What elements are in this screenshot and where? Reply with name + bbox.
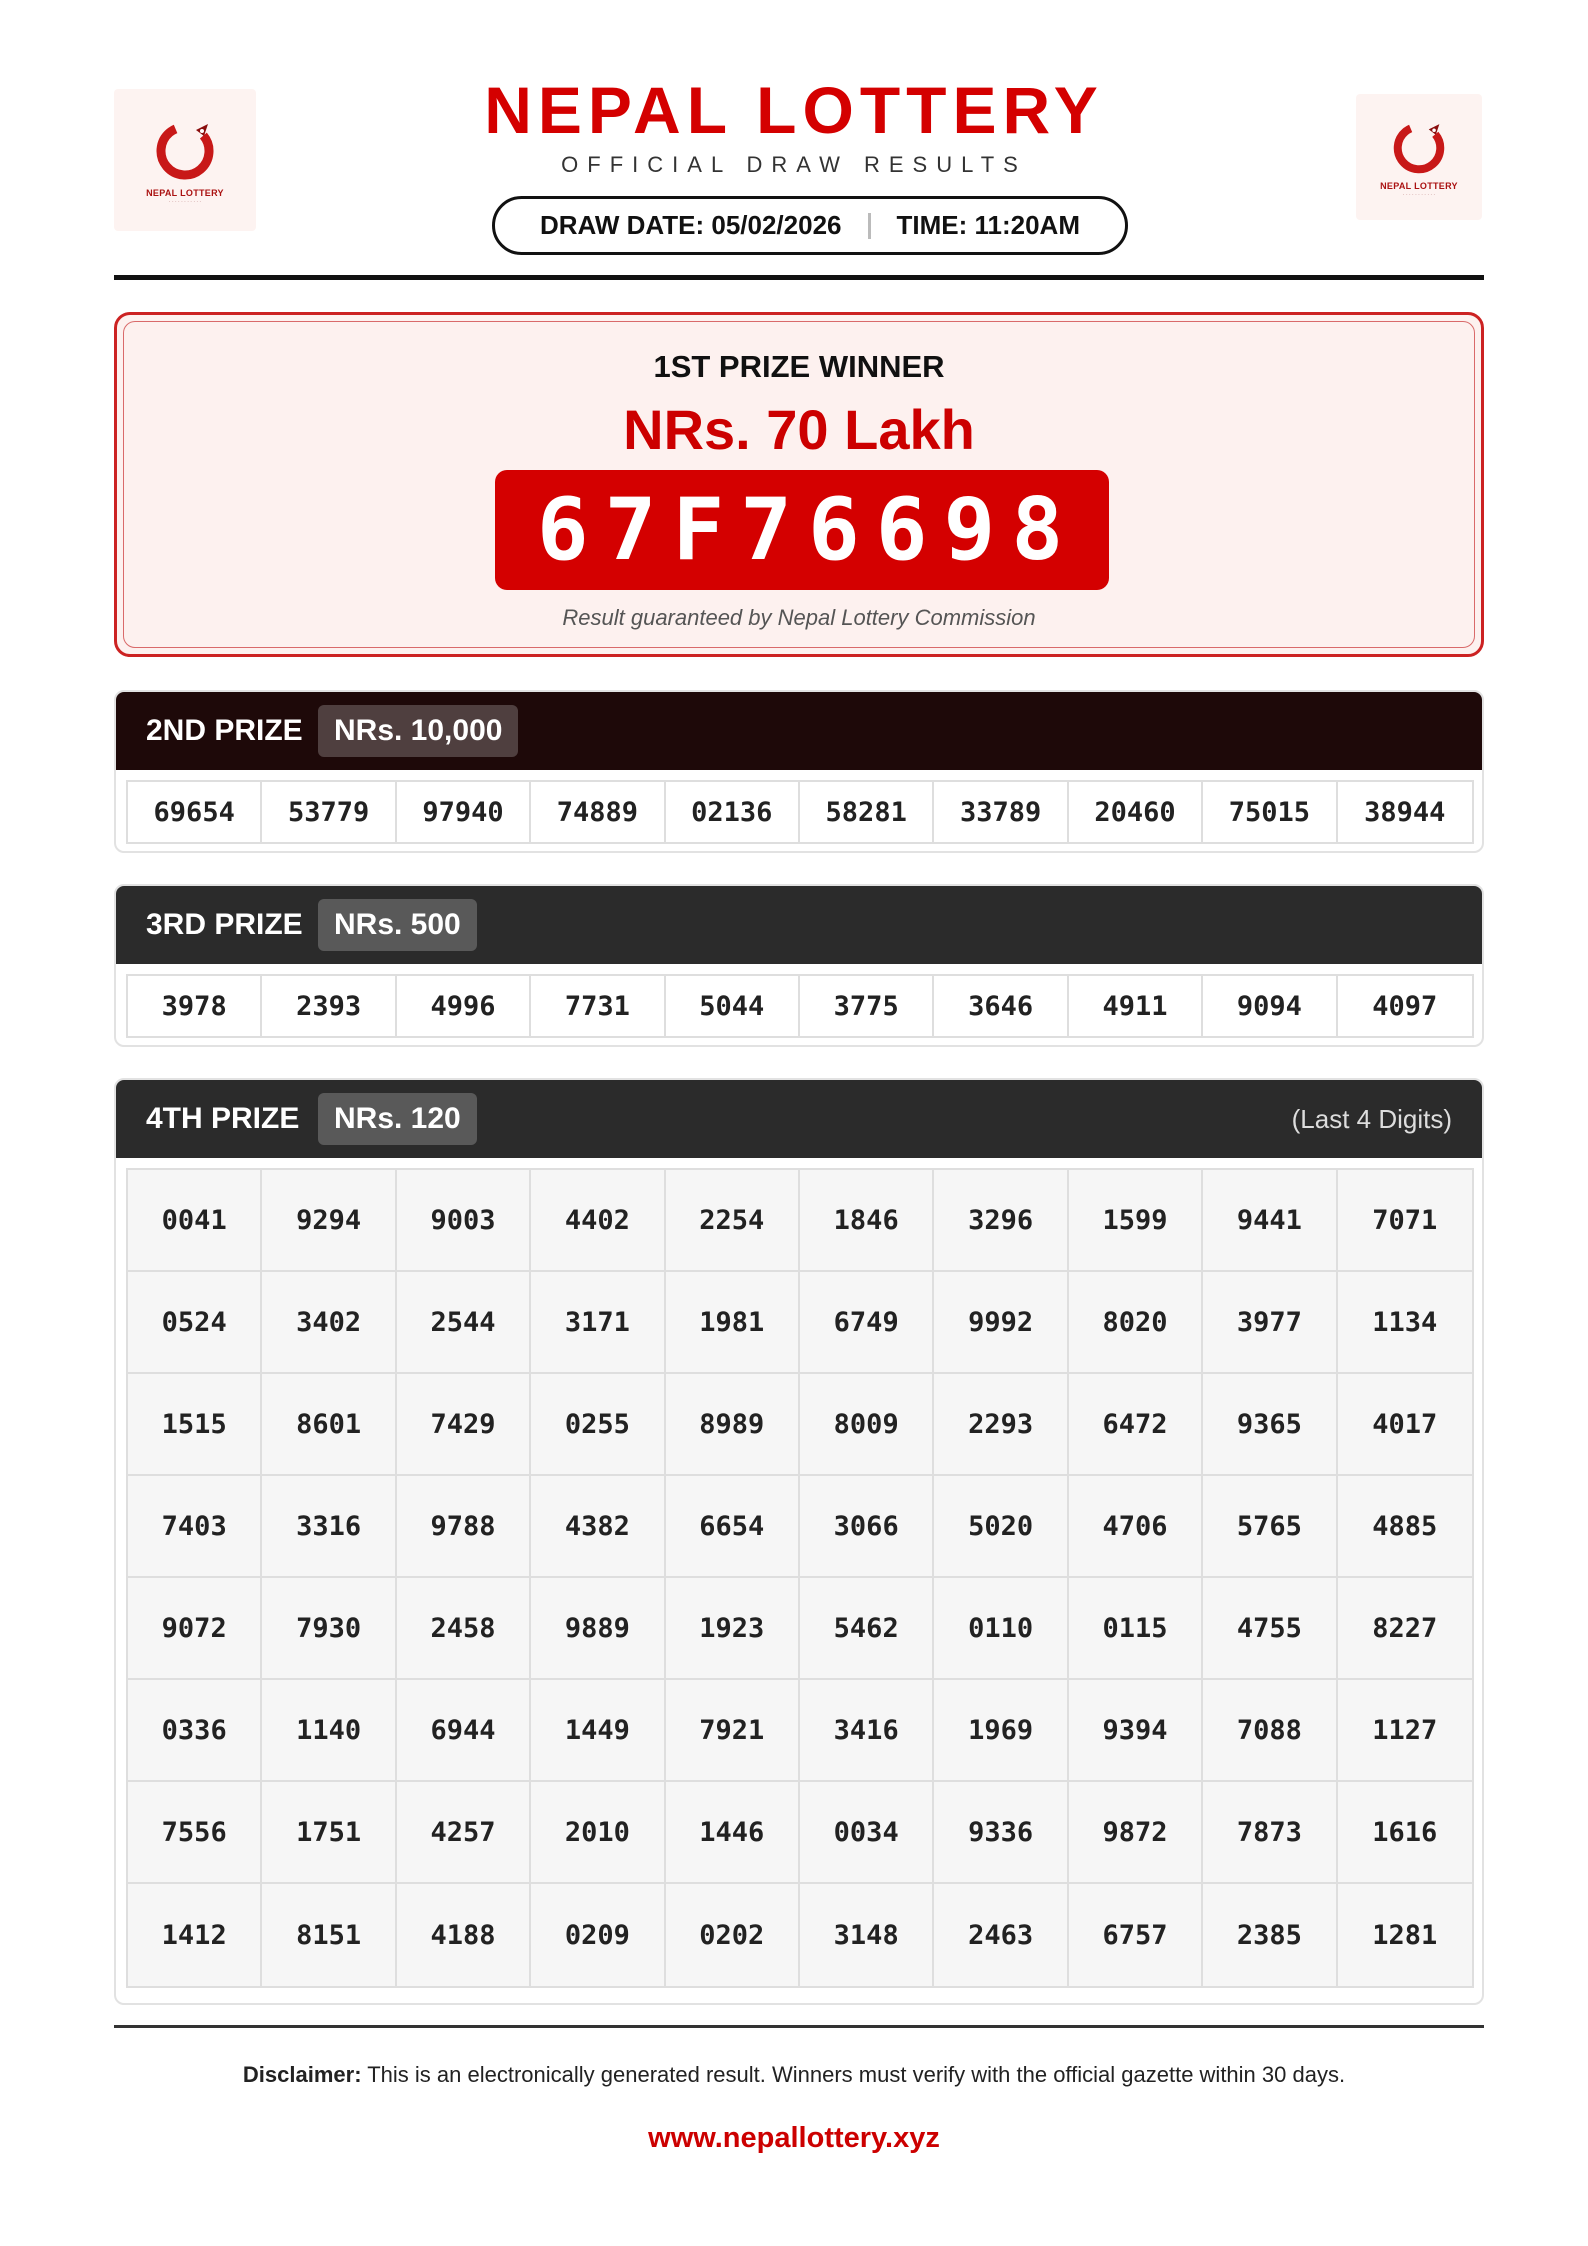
ticket-number: 5020 (934, 1476, 1068, 1578)
ticket-number: 8989 (666, 1374, 800, 1476)
ticket-number: 4382 (531, 1476, 665, 1578)
ticket-number: 3416 (800, 1680, 934, 1782)
draw-time: TIME: 11:20AM (896, 210, 1080, 240)
ticket-number: 0255 (531, 1374, 665, 1476)
first-prize-label: 1ST PRIZE WINNER (653, 349, 945, 384)
ticket-number: 5044 (666, 976, 800, 1036)
ticket-number: 2393 (262, 976, 396, 1036)
ticket-number: 33789 (934, 782, 1068, 842)
ticket-number: 0041 (128, 1170, 262, 1272)
ticket-number: 9294 (262, 1170, 396, 1272)
draw-info-pill (492, 196, 1128, 255)
ticket-number: 3977 (1203, 1272, 1337, 1374)
page-subtitle: OFFICIAL DRAW RESULTS (561, 152, 1027, 177)
ticket-number: 0034 (800, 1782, 934, 1884)
header-divider (114, 275, 1484, 280)
ticket-number: 2463 (934, 1884, 1068, 1986)
ticket-number: 1751 (262, 1782, 396, 1884)
ticket-number: 6749 (800, 1272, 934, 1374)
ticket-number: 74889 (531, 782, 665, 842)
logo-subtext: · · · · · · · · · · · (1402, 191, 1436, 198)
ticket-number: 4097 (1338, 976, 1472, 1036)
ticket-number: 8601 (262, 1374, 396, 1476)
third-prize-amount: NRs. 500 (318, 899, 477, 951)
ticket-number: 9788 (397, 1476, 531, 1578)
ticket-number: 4911 (1069, 976, 1203, 1036)
ticket-number: 9365 (1203, 1374, 1337, 1476)
ticket-number: 53779 (262, 782, 396, 842)
footer-divider (114, 2025, 1484, 2028)
ticket-number: 4257 (397, 1782, 531, 1884)
draw-date: DRAW DATE: 05/02/2026 (539, 210, 842, 240)
ticket-number: 0336 (128, 1680, 262, 1782)
ticket-number: 5462 (800, 1578, 934, 1680)
ticket-number: 4755 (1203, 1578, 1337, 1680)
first-prize-note: Result guaranteed by Nepal Lottery Commission (562, 605, 1036, 630)
ticket-number: 38944 (1338, 782, 1472, 842)
ticket-number: 8151 (262, 1884, 396, 1986)
ticket-number: 58281 (800, 782, 934, 842)
first-prize-amount: NRs. 70 Lakh (623, 398, 975, 461)
ticket-number: 0110 (934, 1578, 1068, 1680)
first-prize-card (114, 312, 1484, 657)
ticket-number: 6757 (1069, 1884, 1203, 1986)
ticket-number: 7429 (397, 1374, 531, 1476)
logo-text: NEPAL LOTTERY (146, 187, 224, 198)
fourth-prize-label: 4TH PRIZE (146, 1102, 300, 1135)
divider (868, 213, 871, 239)
ticket-number: 4996 (397, 976, 531, 1036)
ticket-number: 1846 (800, 1170, 934, 1272)
ticket-number: 7731 (531, 976, 665, 1036)
ticket-number: 4885 (1338, 1476, 1472, 1578)
ticket-number: 2293 (934, 1374, 1068, 1476)
first-prize-number: 67F76698 (495, 470, 1109, 590)
ticket-number: 20460 (1069, 782, 1203, 842)
ticket-number: 3402 (262, 1272, 396, 1374)
ticket-number: 2010 (531, 1782, 665, 1884)
ticket-number: 9992 (934, 1272, 1068, 1374)
ticket-number: 6654 (666, 1476, 800, 1578)
ticket-number: 1981 (666, 1272, 800, 1374)
ticket-number: 0524 (128, 1272, 262, 1374)
second-prize-section (114, 690, 1484, 853)
fourth-prize-header (116, 1080, 1482, 1158)
disclaimer-label: Disclaimer: (242, 2062, 362, 2087)
ticket-number: 3148 (800, 1884, 934, 1986)
logo-subtext: · · · · · · · · · · · (168, 198, 202, 205)
fourth-prize-note: (Last 4 Digits) (1291, 1103, 1452, 1134)
ticket-number: 1446 (666, 1782, 800, 1884)
ticket-number: 9394 (1069, 1680, 1203, 1782)
fourth-prize-grid (126, 1168, 1474, 1988)
ticket-number: 3316 (262, 1476, 396, 1578)
ticket-number: 9889 (531, 1578, 665, 1680)
ticket-number: 9094 (1203, 976, 1337, 1036)
ticket-number: 1127 (1338, 1680, 1472, 1782)
ticket-number: 1449 (531, 1680, 665, 1782)
ticket-number: 7403 (128, 1476, 262, 1578)
ticket-number: 2544 (397, 1272, 531, 1374)
logo-text: NEPAL LOTTERY (1380, 180, 1458, 191)
ticket-number: 3978 (128, 976, 262, 1036)
ticket-number: 75015 (1203, 782, 1337, 842)
second-prize-label: 2ND PRIZE (146, 714, 303, 747)
ticket-number: 1923 (666, 1578, 800, 1680)
fourth-prize-section (114, 1078, 1484, 2005)
ticket-number: 0209 (531, 1884, 665, 1986)
third-prize-label: 3RD PRIZE (146, 908, 303, 941)
ticket-number: 5765 (1203, 1476, 1337, 1578)
ticket-number: 2254 (666, 1170, 800, 1272)
third-prize-section (114, 884, 1484, 1047)
ticket-number: 0115 (1069, 1578, 1203, 1680)
ticket-number: 97940 (397, 782, 531, 842)
ticket-number: 4017 (1338, 1374, 1472, 1476)
ticket-number: 2385 (1203, 1884, 1337, 1986)
ticket-number: 3066 (800, 1476, 934, 1578)
fourth-prize-amount: NRs. 120 (318, 1093, 477, 1145)
ticket-number: 1599 (1069, 1170, 1203, 1272)
ticket-number: 9003 (397, 1170, 531, 1272)
ticket-number: 1134 (1338, 1272, 1472, 1374)
ticket-number: 02136 (666, 782, 800, 842)
ticket-number: 3775 (800, 976, 934, 1036)
ticket-number: 1140 (262, 1680, 396, 1782)
page-title: NEPAL LOTTERY (484, 73, 1104, 147)
ticket-number: 8020 (1069, 1272, 1203, 1374)
ticket-number: 9872 (1069, 1782, 1203, 1884)
ticket-number: 8009 (800, 1374, 934, 1476)
ticket-number: 4402 (531, 1170, 665, 1272)
ticket-number: 7071 (1338, 1170, 1472, 1272)
ticket-number: 7556 (128, 1782, 262, 1884)
ticket-number: 3646 (934, 976, 1068, 1036)
ticket-number: 6472 (1069, 1374, 1203, 1476)
ticket-number: 1412 (128, 1884, 262, 1986)
ticket-number: 9336 (934, 1782, 1068, 1884)
ticket-number: 7921 (666, 1680, 800, 1782)
ticket-number: 9441 (1203, 1170, 1337, 1272)
ticket-number: 1515 (128, 1374, 262, 1476)
ticket-number: 6944 (397, 1680, 531, 1782)
ticket-number: 0202 (666, 1884, 800, 1986)
ticket-number: 9072 (128, 1578, 262, 1680)
second-prize-amount: NRs. 10,000 (318, 705, 518, 757)
ticket-number: 2458 (397, 1578, 531, 1680)
ticket-number: 69654 (128, 782, 262, 842)
ticket-number: 3296 (934, 1170, 1068, 1272)
ticket-number: 3171 (531, 1272, 665, 1374)
ticket-number: 8227 (1338, 1578, 1472, 1680)
second-prize-grid (126, 780, 1474, 844)
third-prize-grid (126, 974, 1474, 1038)
second-prize-header (116, 692, 1482, 770)
ticket-number: 7930 (262, 1578, 396, 1680)
third-prize-header (116, 886, 1482, 964)
ticket-number: 7873 (1203, 1782, 1337, 1884)
website-link[interactable]: www.nepallottery.xyz (648, 2122, 940, 2154)
ticket-number: 4188 (397, 1884, 531, 1986)
ticket-number: 4706 (1069, 1476, 1203, 1578)
ticket-number: 1281 (1338, 1884, 1472, 1986)
disclaimer (0, 2062, 1588, 2088)
ticket-number: 1616 (1338, 1782, 1472, 1884)
ticket-number: 1969 (934, 1680, 1068, 1782)
ticket-number: 7088 (1203, 1680, 1337, 1782)
disclaimer-text: This is an electronically generated result. Winners must verify with the official gazette within 30 days. (361, 2062, 1346, 2087)
